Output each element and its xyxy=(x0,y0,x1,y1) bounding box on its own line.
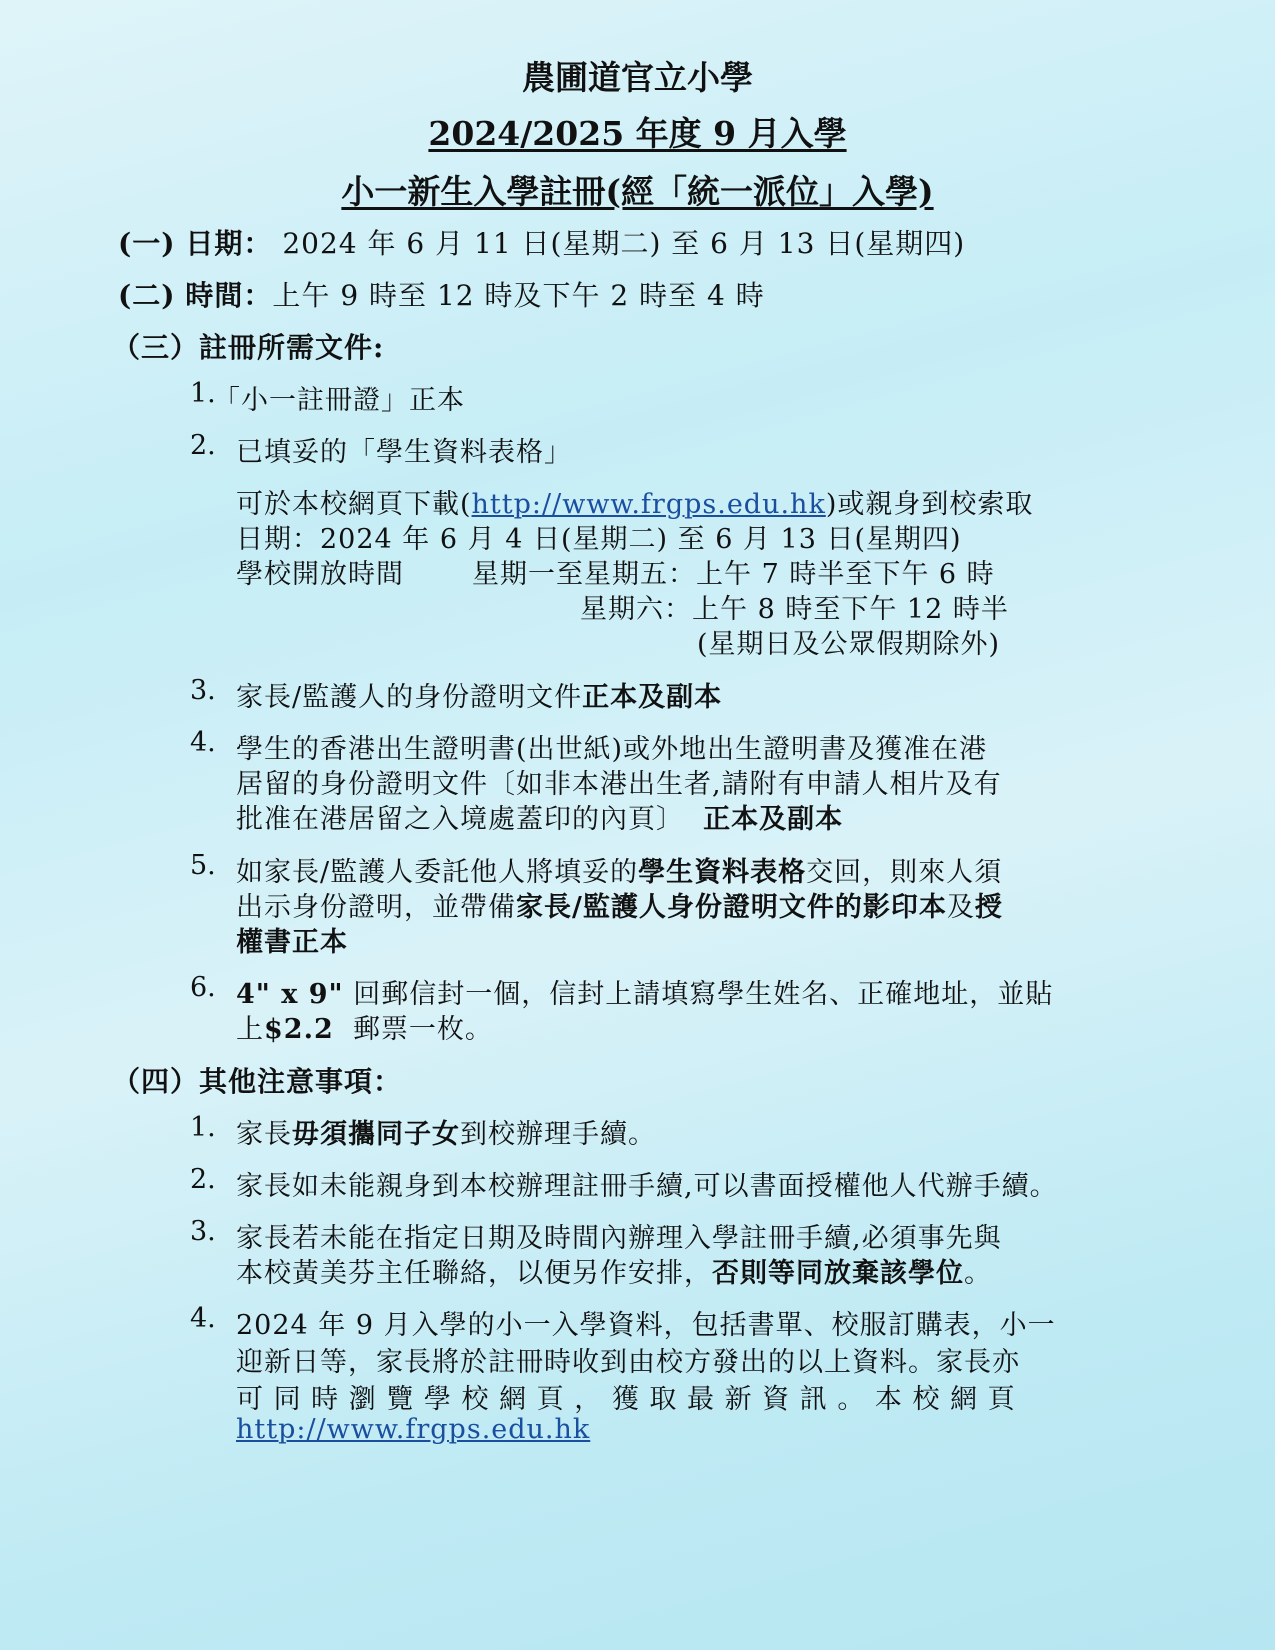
section-time xyxy=(118,274,765,314)
emphasis-text: $2.2 xyxy=(264,1014,334,1045)
list-item xyxy=(236,1112,656,1151)
school-website-link[interactable]: http://www.frgps.edu.hk xyxy=(471,489,826,520)
item-text: 出示身份證明，並帶備 xyxy=(236,892,516,923)
list-item-line xyxy=(236,797,843,836)
emphasis-text: 4" x 9" xyxy=(236,979,344,1010)
list-item-line: 迎新日等，家長將於註冊時收到由校方發出的以上資料。家長亦 xyxy=(236,1347,1020,1378)
section-marker: （三） xyxy=(112,331,200,364)
download-text: )或親身到校索取 xyxy=(825,489,1034,520)
section-marker: (二) xyxy=(118,279,176,312)
emphasis-text: 副本 xyxy=(666,682,723,713)
item-text: 郵票一枚。 xyxy=(352,1014,493,1045)
list-item: 已填妥的「學生資料表格」 xyxy=(236,437,572,468)
opening-hours-saturday: 星期六：上午 8 時至下午 12 時半 xyxy=(580,594,1009,625)
opening-hours-weekday: 星期一至星期五：上午 7 時半至下午 6 時 xyxy=(472,559,995,590)
item-text: 及 xyxy=(946,892,975,923)
list-item-line xyxy=(236,885,1003,924)
section-marker: （四） xyxy=(112,1065,200,1098)
list-item-line xyxy=(236,972,1053,1011)
list-item-line: 權書正本 xyxy=(236,927,348,958)
list-item-line xyxy=(236,850,1002,889)
section-label: 日期： xyxy=(185,227,273,260)
emphasis-text: 正本 xyxy=(582,682,639,713)
emphasis-text: 正本 xyxy=(703,804,760,835)
item-text: 本校黃美芬主任聯絡，以便另作安排， xyxy=(236,1258,712,1289)
list-item-line: 2024 年 9 月入學的小一入學資料，包括書單、校服訂購表，小一 xyxy=(236,1310,1056,1341)
list-number: 3. xyxy=(190,675,216,706)
list-number: 1. xyxy=(190,378,216,409)
section-label: 註冊所需文件: xyxy=(199,331,385,364)
school-website-link[interactable]: http://www.frgps.edu.hk xyxy=(236,1414,591,1445)
list-number: 2. xyxy=(190,1164,216,1195)
list-item-line xyxy=(236,1007,493,1046)
download-info xyxy=(236,482,1033,521)
item-text: 家長 xyxy=(236,1119,292,1150)
section-documents xyxy=(112,326,384,366)
opening-hours xyxy=(236,552,404,591)
list-item-line xyxy=(236,1414,590,1445)
item-text: 家長/監護人的身份證明文件 xyxy=(236,682,583,713)
list-number: 3. xyxy=(190,1216,216,1247)
item-text: 到校辦理手續。 xyxy=(460,1119,656,1150)
list-item-line: 可 同 時 瀏 覽 學 校 網 頁 ， 獲 取 最 新 資 訊 。 本 校 網 頁 xyxy=(236,1384,1016,1415)
section-value: 上午 9 時至 12 時及下午 2 時至 4 時 xyxy=(272,279,765,312)
download-text: 可於本校網頁下載( xyxy=(236,489,472,520)
list-item xyxy=(236,675,722,714)
list-item-line: 學生的香港出生證明書(出世紙)或外地出生證明書及獲准在港 xyxy=(236,734,988,765)
item-text: 上 xyxy=(236,1014,264,1045)
opening-hours-note: (星期日及公眾假期除外) xyxy=(697,629,1001,660)
emphasis-text: 否則等同放棄該學位 xyxy=(712,1258,964,1289)
section-label: 時間： xyxy=(185,279,273,312)
list-item: 「小一註冊證」正本 xyxy=(213,385,465,416)
section-label: 其他注意事項： xyxy=(199,1065,403,1098)
section-notes xyxy=(112,1060,402,1100)
emphasis-text: 家長/監護人身份證明文件的影印本 xyxy=(516,892,947,923)
registration-heading: 小一新生入學註冊(經「統一派位」入學) xyxy=(341,172,934,211)
item-text: 交回，則來人須 xyxy=(806,857,1003,888)
list-number: 6. xyxy=(190,972,216,1003)
list-number: 4. xyxy=(190,727,216,758)
emphasis-text: 授 xyxy=(974,892,1003,923)
item-text: 。 xyxy=(964,1258,992,1289)
emphasis-text: 毋須攜同子女 xyxy=(292,1119,460,1150)
academic-year-heading: 2024/2025 年度 9 月入學 xyxy=(428,114,847,153)
item-text: 批准在港居留之入境處蓋印的內頁〕 xyxy=(236,804,684,835)
item-text: 如家長/監護人委託他人將填妥的 xyxy=(236,857,639,888)
collection-date: 日期：2024 年 6 月 4 日(星期二) 至 6 月 13 日(星期四) xyxy=(236,524,962,555)
emphasis-text: 學生資料表格 xyxy=(638,857,807,888)
list-number: 2. xyxy=(190,430,216,461)
list-number: 5. xyxy=(190,850,216,881)
opening-hours-label: 學校開放時間 xyxy=(236,559,404,590)
list-item-line: 居留的身份證明文件〔如非本港出生者,請附有申請人相片及有 xyxy=(236,769,1002,800)
emphasis-text: 及 xyxy=(759,804,788,835)
emphasis-text: 及 xyxy=(638,682,667,713)
list-item: 家長如未能親身到本校辦理註冊手續,可以書面授權他人代辦手續。 xyxy=(236,1171,1058,1202)
list-item-line: 家長若未能在指定日期及時間內辦理入學註冊手續,必須事先與 xyxy=(236,1223,1002,1254)
section-date xyxy=(118,222,965,262)
section-value: 2024 年 6 月 11 日(星期二) 至 6 月 13 日(星期四) xyxy=(282,227,966,260)
list-item-line xyxy=(236,1251,992,1290)
list-number: 4. xyxy=(190,1303,216,1334)
section-marker: (一) xyxy=(118,227,176,260)
emphasis-text: 副本 xyxy=(787,804,844,835)
item-text: 回郵信封一個，信封上請填寫學生姓名、正確地址，並貼 xyxy=(353,979,1054,1010)
school-name: 農圃道官立小學 xyxy=(522,58,753,97)
list-number: 1. xyxy=(190,1112,216,1143)
